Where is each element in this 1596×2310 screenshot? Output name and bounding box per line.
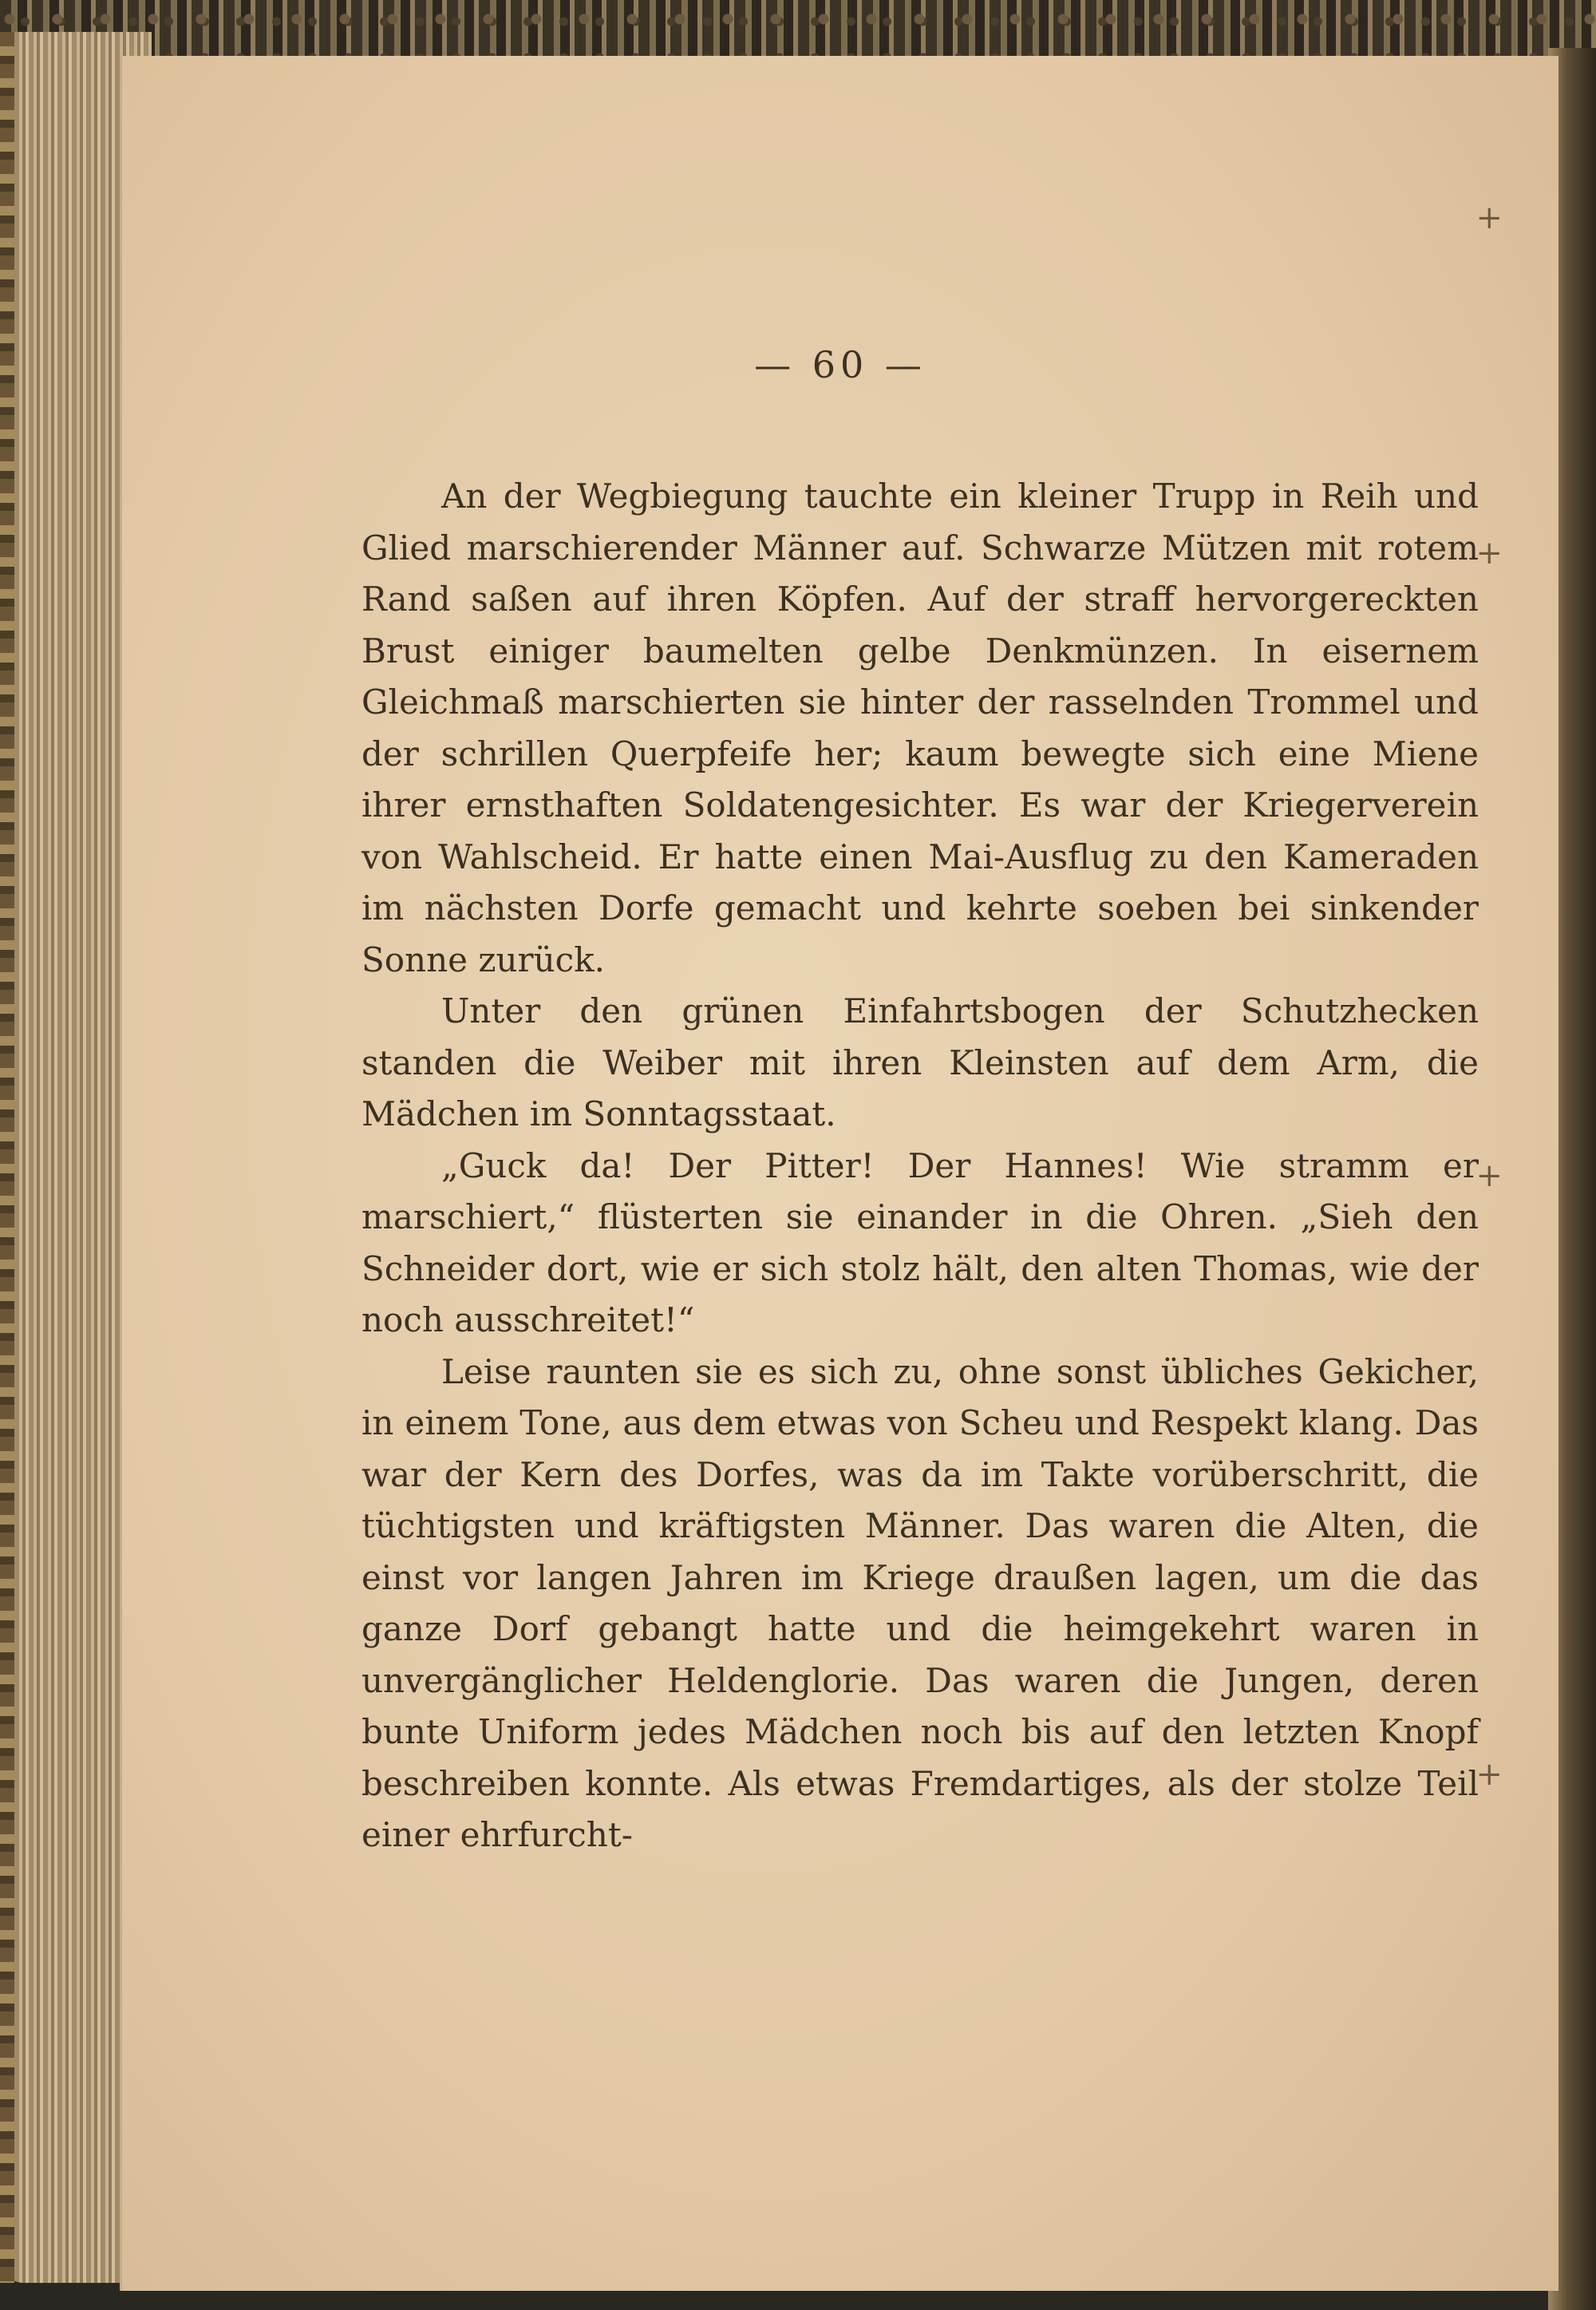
body-text	[361, 471, 1479, 1861]
page-stack-edge	[0, 32, 14, 2283]
margin-mark-icon: +	[1476, 1157, 1503, 1194]
book-top-edge	[0, 0, 1596, 56]
page-number: — 60 —	[754, 343, 926, 386]
paragraph-1: An der Wegbiegung tauchte ein kleiner Trupp in Reih und Glied marschierender Männer auf. Schwarze Mützen mit rotem Rand saßen auf ihren Köpfen. Auf der straff hervorgereckten Brust einiger baumelten gelbe Denkmünzen. In eisernem Gleichmaß marschierten sie hinter der rasselnden Trommel und der schrillen Querpfeife her; kaum bewegte sich eine Miene ihrer ernsthaften Soldatengesichter. Es war der Kriegerverein von Wahlscheid. Er hatte einen Mai-Ausflug zu den Kameraden im nächsten Dorfe gemacht und kehrte soeben bei sinkender Sonne zurück.	[361, 477, 1479, 979]
margin-mark-icon: +	[1476, 200, 1503, 236]
book-page	[120, 56, 1558, 2291]
paragraph-3: „Guck da! Der Pitter! Der Hannes! Wie stramm er marschiert,“ flüsterten sie einander in die Ohren. „Sieh den Schneider dort, wie er sich stolz hält, den alten Thomas, wie der noch ausschreitet!“	[361, 1145, 1479, 1339]
margin-mark-icon: +	[1476, 1756, 1503, 1793]
margin-mark-icon: +	[1476, 535, 1503, 572]
paragraph-2: Unter den grünen Einfahrtsbogen der Schutzhecken standen die Weiber mit ihren Kleinsten auf dem Arm, die Mädchen im Sonntagsstaat.	[361, 991, 1479, 1133]
paragraph-4: Leise raunten sie es sich zu, ohne sonst übliches Gekicher, in einem Tone, aus dem etwas von Scheu und Respekt klang. Das war der Kern des Dorfes, was da im Takte vorüberschritt, die tüchtigsten und kräftigsten Männer. Das waren die Alten, die einst vor langen Jahren im Kriege draußen lagen, um die das ganze Dorf gebangt hatte und die heimgekehrt waren in unvergänglicher Heldenglorie. Das waren die Jungen, deren bunte Uniform jedes Mädchen noch bis auf den letzten Knopf beschreiben konnte. Als etwas Fremdartiges, als der stolze Teil einer ehrfurcht-	[361, 1351, 1479, 1854]
